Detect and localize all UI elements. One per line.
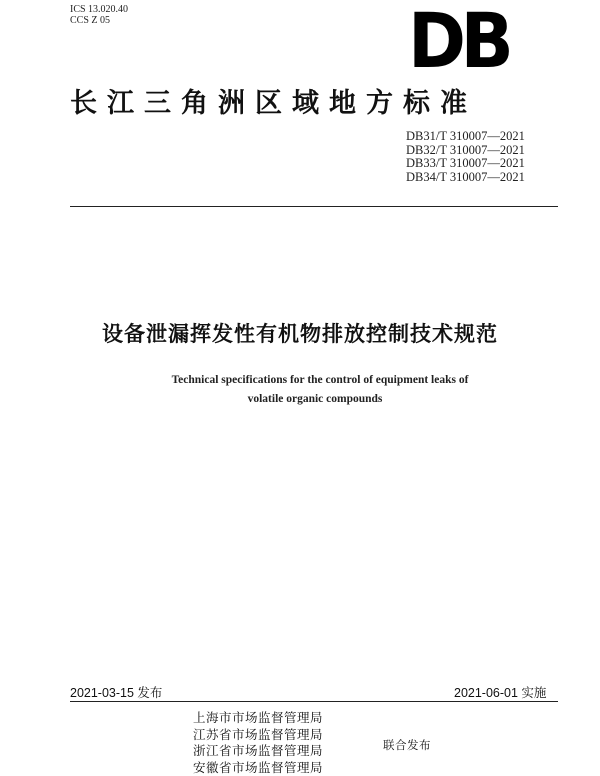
issuer: 安徽省市场监督管理局 <box>193 760 323 776</box>
document-title-zh: 设备泄漏挥发性有机物排放控制技术规范 <box>0 318 600 348</box>
document-title-en-line1: Technical specifications for the control of equipment leaks of <box>0 374 600 386</box>
standard-numbers <box>406 130 525 184</box>
issue-date: 2021-03-15 发布 <box>70 683 162 701</box>
standard-number: DB32/T 310007—2021 <box>406 144 525 158</box>
issuer: 江苏省市场监督管理局 <box>193 727 323 744</box>
implementation-date: 2021-06-01 实施 <box>454 683 546 701</box>
standard-number: DB34/T 310007—2021 <box>406 171 525 185</box>
document-title-en-line2: volatile organic compounds <box>0 393 600 405</box>
standard-number: DB31/T 310007—2021 <box>406 130 525 144</box>
ccs-code: CCS Z 05 <box>70 15 110 26</box>
db-logo: DB <box>408 10 517 72</box>
issuer: 浙江省市场监督管理局 <box>193 743 323 760</box>
issuer: 上海市市场监督管理局 <box>193 710 323 727</box>
standard-category-title: 长江三角洲区域地方标准 <box>70 86 560 122</box>
footer-divider <box>70 701 558 702</box>
ics-code: ICS 13.020.40 <box>70 4 128 15</box>
standard-number: DB33/T 310007—2021 <box>406 157 525 171</box>
header-divider <box>70 206 558 207</box>
joint-release-label: 联合发布 <box>383 737 431 753</box>
issuer-list <box>193 710 323 776</box>
